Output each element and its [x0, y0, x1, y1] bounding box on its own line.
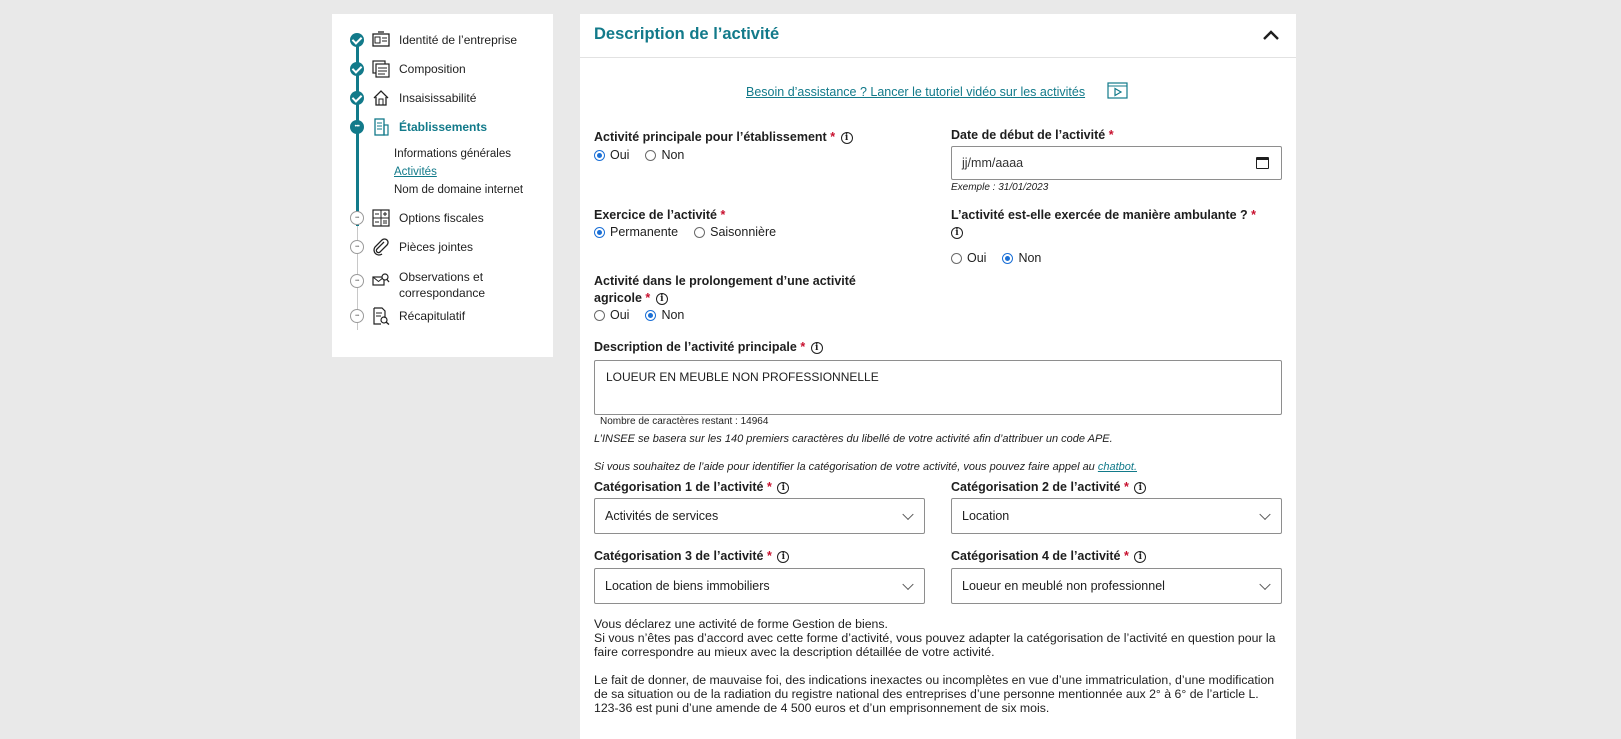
- step-recapitulatif[interactable]: [332, 305, 553, 327]
- document-search-icon: [372, 307, 390, 325]
- step-observations[interactable]: [332, 270, 553, 300]
- start-date-hint: Exemple : 31/01/2023: [951, 182, 1049, 193]
- info-icon[interactable]: i: [777, 551, 789, 563]
- radio-button[interactable]: [694, 227, 705, 238]
- video-play-icon[interactable]: [1107, 82, 1128, 99]
- info-icon[interactable]: i: [777, 482, 789, 494]
- main-activity-oui[interactable]: Oui: [594, 148, 629, 162]
- panel-title: Description de l’activité: [594, 25, 780, 43]
- radio-button[interactable]: [645, 310, 656, 321]
- radio-button[interactable]: [951, 253, 962, 264]
- calendar-icon[interactable]: [1256, 157, 1269, 169]
- declaration-line1: Vous déclarez une activité de forme Gestion de biens.: [594, 617, 888, 631]
- cat4-value: Loueur en meublé non professionnel: [962, 579, 1165, 593]
- start-date-label: Date de début de l’activité *: [951, 128, 1114, 142]
- cat4-label: Catégorisation 4 de l’activité * i: [951, 548, 1146, 565]
- info-icon[interactable]: i: [1134, 551, 1146, 563]
- radio-button[interactable]: [645, 150, 656, 161]
- video-tutorial-link[interactable]: Besoin d’assistance ? Lancer le tutoriel vidéo sur les activités: [746, 85, 1086, 99]
- cat2-select[interactable]: [951, 498, 1282, 534]
- step-label: Identité de l’entreprise: [399, 33, 518, 47]
- pending-icon: [350, 274, 364, 288]
- id-card-icon: [372, 31, 390, 49]
- cat2-label: Catégorisation 2 de l’activité * i: [951, 479, 1146, 496]
- chars-remaining: Nombre de caractères restant : 14964: [600, 416, 769, 427]
- main-activity-label: Activité principale pour l’établissement * i: [594, 129, 853, 146]
- cat2-value: Location: [962, 509, 1010, 523]
- step-label: Récapitulatif: [399, 309, 466, 323]
- info-icon[interactable]: i: [951, 227, 963, 239]
- description-value: LOUEUR EN MEUBLE NON PROFESSIONNELLE: [606, 370, 879, 384]
- step-composition[interactable]: [332, 58, 553, 80]
- info-icon[interactable]: i: [656, 293, 668, 305]
- ambulant-radios: [951, 251, 1057, 265]
- cat3-label: Catégorisation 3 de l’activité * i: [594, 548, 789, 565]
- paperclip-icon: [372, 238, 390, 256]
- pending-icon: [350, 211, 364, 225]
- step-label: Options fiscales: [399, 211, 484, 225]
- cat1-value: Activités de services: [605, 509, 719, 523]
- step-label: Observations et correspondance: [399, 270, 486, 300]
- mail-search-icon: [372, 272, 390, 290]
- documents-icon: [372, 60, 390, 78]
- cat1-select[interactable]: [594, 498, 925, 534]
- info-icon[interactable]: i: [1134, 482, 1146, 494]
- info-icon[interactable]: i: [841, 132, 853, 144]
- legal-warning: Le fait de donner, de mauvaise foi, des indications inexactes ou incomplètes en vue d’une immatriculation, d’une modification de sa situation ou de la radiation du registre national des entreprises d’une personne mentionnée aux 2° à 6° de l’article L. 123-36 est puni d’une amende de 4 500 euros et d’un emprisonnement de six mois.: [594, 673, 1275, 715]
- calculator-icon: [372, 209, 390, 227]
- step-etablissements[interactable]: [332, 116, 553, 138]
- start-date-input[interactable]: [951, 146, 1282, 180]
- description-label: Description de l’activité principale * i: [594, 339, 823, 356]
- cat4-select[interactable]: [951, 568, 1282, 604]
- declaration-text: [594, 617, 1284, 659]
- ambulant-label: L’activité est-elle exercée de manière ambulante ? *: [951, 208, 1257, 222]
- activity-panel: [580, 14, 1296, 739]
- main-activity-radios: [594, 148, 700, 162]
- ambulant-oui[interactable]: Oui: [951, 251, 986, 265]
- step-label: Pièces jointes: [399, 240, 474, 254]
- stepper-nav: [332, 14, 553, 357]
- agricultural-radios: [594, 308, 700, 322]
- exercise-saisonniere[interactable]: Saisonnière: [694, 225, 776, 239]
- exercise-radios: [594, 225, 792, 239]
- insee-note: L’INSEE se basera sur les 140 premiers caractères du libellé de votre activité afin d’attribuer un code APE.: [594, 433, 1113, 445]
- check-icon: [350, 91, 364, 105]
- in-progress-icon: [350, 120, 364, 134]
- chevron-down-icon: [1259, 509, 1270, 520]
- chevron-down-icon: [902, 579, 913, 590]
- step-label: Composition: [399, 62, 466, 76]
- step-identite[interactable]: [332, 29, 553, 51]
- pending-icon: [350, 240, 364, 254]
- step-pieces-jointes[interactable]: [332, 236, 553, 258]
- step-options-fiscales[interactable]: [332, 207, 553, 229]
- substep-activites[interactable]: Activités: [394, 166, 437, 178]
- exercise-label: Exercice de l’activité *: [594, 208, 726, 222]
- chatbot-link[interactable]: chatbot.: [1097, 461, 1138, 473]
- substep-informations-generales[interactable]: Informations générales: [394, 148, 511, 160]
- house-icon: [372, 89, 390, 107]
- radio-button[interactable]: [594, 150, 605, 161]
- chevron-down-icon: [902, 509, 913, 520]
- chevron-down-icon: [1259, 579, 1270, 590]
- info-icon[interactable]: i: [811, 342, 823, 354]
- panel-header[interactable]: [580, 14, 1296, 58]
- exercise-permanente[interactable]: Permanente: [594, 225, 678, 239]
- main-activity-non[interactable]: Non: [645, 148, 684, 162]
- ambulant-non[interactable]: Non: [1002, 251, 1041, 265]
- chatbot-note: Si vous souhaitez de l’aide pour identifier la catégorisation de votre activité, vous pouvez faire appel au chatbot.: [594, 461, 1138, 473]
- check-icon: [350, 62, 364, 76]
- radio-button[interactable]: [1002, 253, 1013, 264]
- agricultural-label-line1: Activité dans le prolongement d’une activité: [594, 274, 856, 288]
- step-insaisissabilite[interactable]: [332, 87, 553, 109]
- radio-button[interactable]: [594, 310, 605, 321]
- start-date-placeholder: jj/mm/aaaa: [962, 156, 1024, 170]
- step-label: Établissements: [399, 120, 488, 134]
- substep-nom-domaine[interactable]: Nom de domaine internet: [394, 184, 524, 196]
- pending-icon: [350, 309, 364, 323]
- description-textarea[interactable]: [594, 360, 1282, 415]
- check-icon: [350, 33, 364, 47]
- step-label: Insaisissabilité: [399, 91, 477, 105]
- cat3-value: Location de biens immobiliers: [605, 579, 770, 593]
- agricultural-oui[interactable]: Oui: [594, 308, 629, 322]
- declaration-line2: Si vous n’êtes pas d’accord avec cette forme d’activité, vous pouvez adapter la catégorisation de l’activité en question pour la faire correspondre au mieux avec la description détaillée de votre activité.: [594, 631, 1276, 659]
- radio-button[interactable]: [594, 227, 605, 238]
- chevron-up-icon[interactable]: [1262, 28, 1280, 42]
- cat1-label: Catégorisation 1 de l’activité * i: [594, 479, 789, 496]
- agricultural-non[interactable]: Non: [645, 308, 684, 322]
- agricultural-label-line2: agricole * i: [594, 290, 668, 307]
- building-icon: [372, 118, 390, 136]
- cat3-select[interactable]: [594, 568, 925, 604]
